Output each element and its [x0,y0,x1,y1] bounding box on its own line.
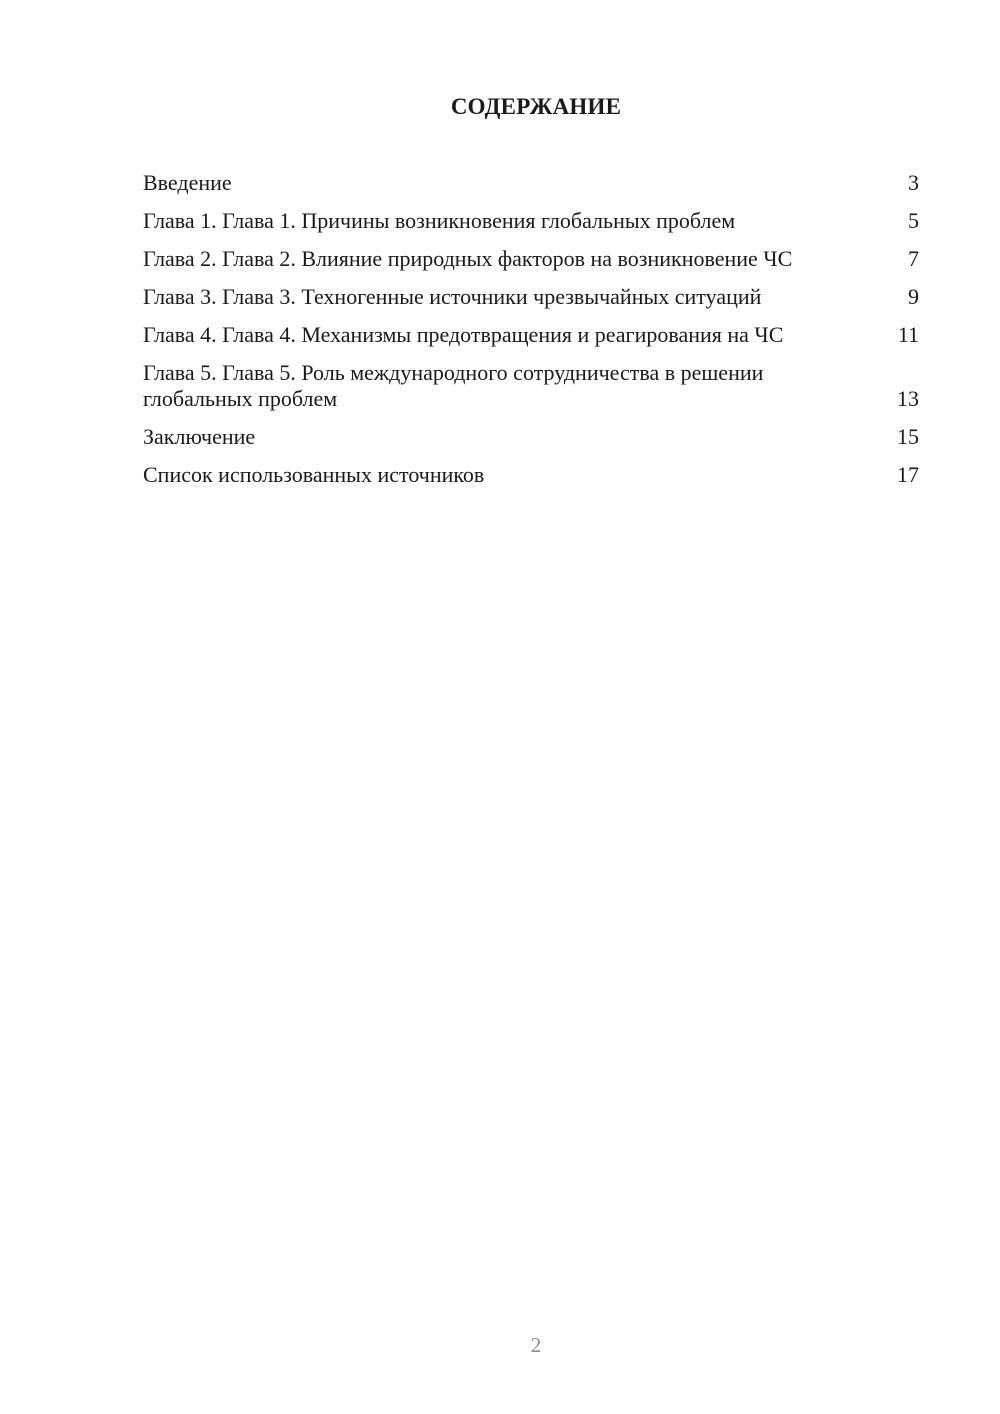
page-number: 2 [530,1333,542,1357]
toc-entry-text: Глава 1. Глава 1. Причины возникновения глобальных проблем [143,208,736,233]
toc-entry-chapter-1 [143,208,919,234]
toc-entry-chapter-4 [143,322,919,348]
toc-entry-text: Список использованных источников [143,462,485,487]
toc-heading: СОДЕРЖАНИЕ [450,94,622,119]
table-of-contents [143,170,919,500]
toc-entry-references [143,462,919,488]
toc-entry-page: 3 [908,170,919,195]
toc-entry-conclusion [143,424,919,450]
toc-entry-chapter-5 [143,360,919,412]
toc-entry-page: 15 [897,424,919,449]
toc-entry-text: Глава 5. Глава 5. Роль международного сотрудничества в решении глобальных проблем [143,360,764,411]
toc-entry-text: Глава 4. Глава 4. Механизмы предотвращения и реагирования на ЧС [143,322,784,347]
toc-entry-page: 17 [897,462,919,487]
toc-entry-text: Заключение [143,424,256,449]
toc-entry-chapter-3 [143,284,919,310]
toc-entry-page: 11 [897,322,919,347]
toc-entry-page: 5 [908,208,919,233]
toc-entry-chapter-2 [143,246,919,272]
toc-entry-text: Глава 3. Глава 3. Техногенные источники чрезвычайных ситуаций [143,284,762,309]
toc-entry-text: Введение [143,170,232,195]
toc-entry-text: Глава 2. Глава 2. Влияние природных факторов на возникновение ЧС [143,246,793,271]
toc-entry-page: 9 [908,284,919,309]
toc-entry-page: 13 [897,386,919,411]
toc-entry-introduction [143,170,919,196]
toc-entry-page: 7 [908,246,919,271]
